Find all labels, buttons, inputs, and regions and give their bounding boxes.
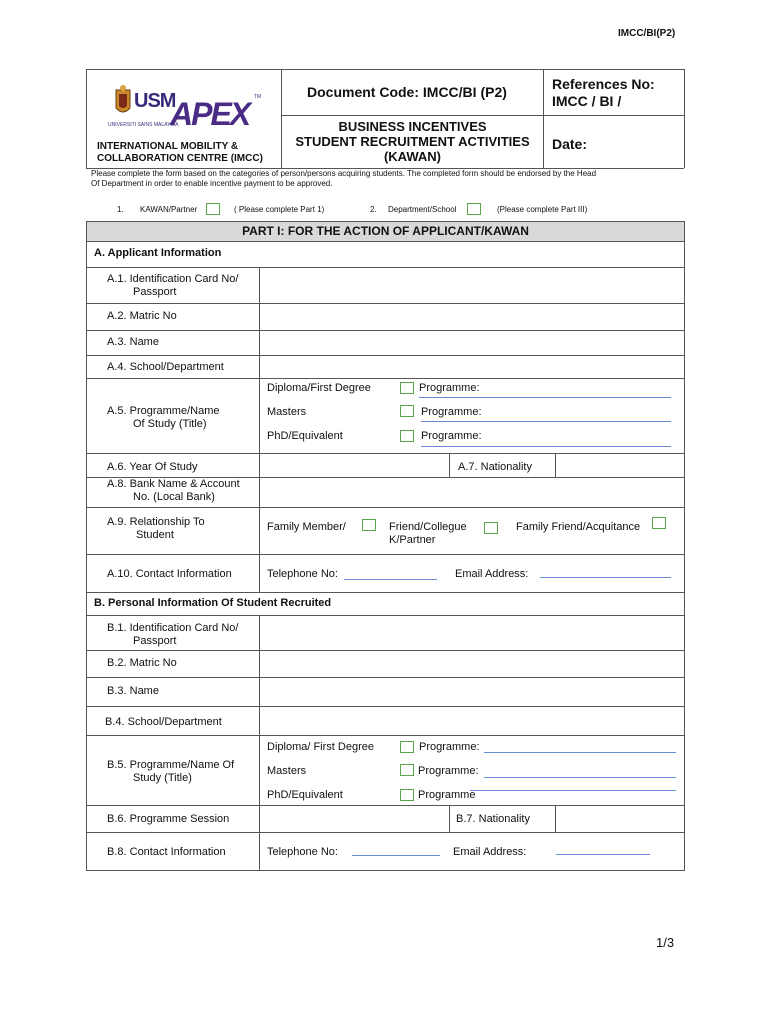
instructions-line2: Of Department in order to enable incentive payment to be approved. — [91, 179, 333, 188]
b8-label: B.8. Contact Information — [107, 846, 226, 858]
a5-phd-programme-line[interactable] — [421, 446, 671, 447]
a9-label-line2: Student — [136, 529, 174, 541]
form-title-line2: STUDENT RECRUITMENT ACTIVITIES — [295, 134, 530, 149]
b5-masters-programme-line[interactable] — [484, 777, 676, 778]
org-name-line2: COLLABORATION CENTRE (IMCC) — [97, 153, 263, 164]
b2-label: B.2. Matric No — [107, 657, 177, 669]
a1-label: A.1. Identification Card No/ — [107, 273, 239, 285]
b3-label: B.3. Name — [107, 685, 159, 697]
b5-masters-checkbox[interactable] — [400, 764, 414, 776]
a8-label-line2: No. (Local Bank) — [133, 491, 215, 503]
apex-trademark: TM — [254, 94, 262, 100]
a8-input[interactable] — [260, 478, 684, 507]
a5-masters-programme-line[interactable] — [421, 421, 671, 422]
b4-label: B.4. School/Department — [105, 716, 222, 728]
category2-note: (Please complete Part III) — [497, 205, 588, 214]
a9-family-friend-checkbox[interactable] — [652, 517, 666, 529]
a9-option-friend: Friend/Collegue — [389, 521, 467, 533]
a9-friend-checkbox[interactable] — [484, 522, 498, 534]
org-name-line1: INTERNATIONAL MOBILITY & — [97, 141, 239, 152]
b5-phd-programme-line[interactable] — [470, 790, 676, 791]
row-line — [86, 554, 684, 555]
a9-option-friend-line2: K/Partner — [389, 534, 436, 546]
a5-diploma-programme-label: Programme: — [419, 382, 480, 394]
page-reference: IMCC/BI(P2) — [618, 28, 676, 39]
b5-label: B.5. Programme/Name Of — [107, 759, 235, 771]
b8-email-input[interactable] — [556, 854, 650, 855]
a9-option-family-member: Family Member/ — [267, 521, 346, 533]
b5-phd-programme-label: Programme — [418, 789, 476, 801]
b3-input[interactable] — [260, 678, 684, 706]
category2-number: 2. — [370, 205, 377, 214]
b1-input[interactable] — [260, 616, 684, 650]
date-label: Date: — [552, 136, 588, 152]
a1-input[interactable] — [260, 268, 684, 303]
a10-email-label: Email Address: — [455, 568, 529, 580]
table-right-border — [684, 221, 685, 871]
usm-logo-text: USM — [134, 90, 176, 112]
header-mid-border — [281, 115, 684, 116]
a10-label: A.10. Contact Information — [107, 568, 232, 580]
part1-title: PART I: FOR THE ACTION OF APPLICANT/KAWAN — [242, 224, 529, 238]
b1-label-line2: Passport — [133, 635, 177, 647]
b4-input[interactable] — [260, 707, 684, 735]
category2-label: Department/School — [388, 205, 457, 214]
category1-label: KAWAN/Partner — [140, 205, 198, 214]
b5-masters-programme-label: Programme: — [418, 765, 479, 777]
a3-input[interactable] — [260, 331, 684, 355]
a5-phd-programme-label: Programme: — [421, 430, 482, 442]
a5-option-diploma: Diploma/First Degree — [267, 382, 371, 394]
row-line — [86, 832, 684, 833]
b5-label-line2: Study (Title) — [133, 772, 192, 784]
section-a-heading: A. Applicant Information — [94, 247, 222, 259]
document-code: Document Code: IMCC/BI (P2) — [307, 84, 507, 100]
section-b-heading: B. Personal Information Of Student Recruited — [94, 597, 332, 609]
b5-diploma-programme-line[interactable] — [484, 752, 676, 753]
a5-diploma-programme-line[interactable] — [419, 397, 671, 398]
form-title — [282, 119, 543, 164]
a5-label-line2: Of Study (Title) — [133, 418, 207, 430]
row-line — [86, 507, 684, 508]
b5-option-phd: PhD/Equivalent — [267, 789, 343, 801]
b2-input[interactable] — [260, 651, 684, 677]
category1-number: 1. — [117, 205, 124, 214]
b8-email-label: Email Address: — [453, 846, 527, 858]
row-line — [86, 378, 684, 379]
a2-label: A.2. Matric No — [107, 310, 177, 322]
header-left-border — [86, 69, 87, 168]
row-line — [86, 241, 684, 242]
page-number: 1/3 — [656, 935, 675, 950]
apex-logo-text: APEX — [170, 96, 250, 132]
usm-logo-tagline: UNIVERSITI SAINS MALAYSIA — [108, 122, 179, 128]
b5-option-diploma: Diploma/ First Degree — [267, 741, 374, 753]
b6-input[interactable] — [260, 806, 449, 832]
a5-option-phd: PhD/Equivalent — [267, 430, 343, 442]
nationality-divider-a1 — [449, 453, 450, 477]
b5-option-masters: Masters — [267, 765, 307, 777]
b5-diploma-programme-label: Programme: — [419, 741, 480, 753]
a5-label: A.5. Programme/Name — [107, 405, 220, 417]
a5-phd-checkbox[interactable] — [400, 430, 414, 442]
a9-option-family-friend: Family Friend/Acquitance — [516, 521, 641, 533]
b1-label: B.1. Identification Card No/ — [107, 622, 239, 634]
b8-telephone-label: Telephone No: — [267, 846, 338, 858]
a1-label-line2: Passport — [133, 286, 177, 298]
row-line — [86, 592, 684, 593]
a4-input[interactable] — [260, 356, 684, 378]
header-top-border — [86, 69, 684, 70]
form-title-line3: (KAWAN) — [383, 149, 442, 164]
a8-label: A.8. Bank Name & Account — [107, 478, 240, 490]
form-title-line1: BUSINESS INCENTIVES — [338, 119, 487, 134]
a5-diploma-checkbox[interactable] — [400, 382, 414, 394]
category1-note: ( Please complete Part 1) — [234, 205, 325, 214]
b7-label: B.7. Nationality — [456, 813, 530, 825]
logo-block — [108, 84, 268, 134]
a9-family-member-checkbox[interactable] — [362, 519, 376, 531]
a7-input[interactable] — [556, 454, 684, 477]
references-label: References No: — [552, 76, 655, 92]
category2-checkbox[interactable] — [467, 203, 481, 215]
b5-diploma-checkbox[interactable] — [400, 741, 414, 753]
a3-label: A.3. Name — [107, 336, 159, 348]
table-bottom-border — [86, 870, 684, 871]
a10-email-input[interactable] — [540, 577, 671, 578]
b5-phd-checkbox[interactable] — [400, 789, 414, 801]
header-right-border — [684, 69, 685, 168]
references-value: IMCC / BI / — [552, 93, 622, 109]
b6-label: B.6. Programme Session — [107, 813, 230, 825]
a5-masters-checkbox[interactable] — [400, 405, 414, 417]
a10-telephone-label: Telephone No: — [267, 568, 338, 580]
a4-label: A.4. School/Department — [107, 361, 224, 373]
header-divider-2 — [543, 69, 544, 168]
a7-label: A.7. Nationality — [458, 461, 532, 473]
a2-input[interactable] — [260, 304, 684, 330]
row-line — [86, 735, 684, 736]
a10-telephone-input[interactable] — [344, 579, 437, 580]
category1-checkbox[interactable] — [206, 203, 220, 215]
table-left-border — [86, 221, 87, 871]
b7-input[interactable] — [556, 806, 684, 832]
a5-option-masters: Masters — [267, 406, 307, 418]
a9-label: A.9. Relationship To — [107, 516, 205, 528]
nationality-divider-b1 — [449, 805, 450, 832]
a6-input[interactable] — [260, 454, 449, 477]
a6-label: A.6. Year Of Study — [107, 461, 198, 473]
b8-telephone-input[interactable] — [352, 855, 440, 856]
table-top-border — [86, 221, 684, 222]
instructions-line1: Please complete the form based on the categories of person/persons acquiring students. The completed form should be endorsed by the Head — [91, 169, 597, 178]
a5-masters-programme-label: Programme: — [421, 406, 482, 418]
